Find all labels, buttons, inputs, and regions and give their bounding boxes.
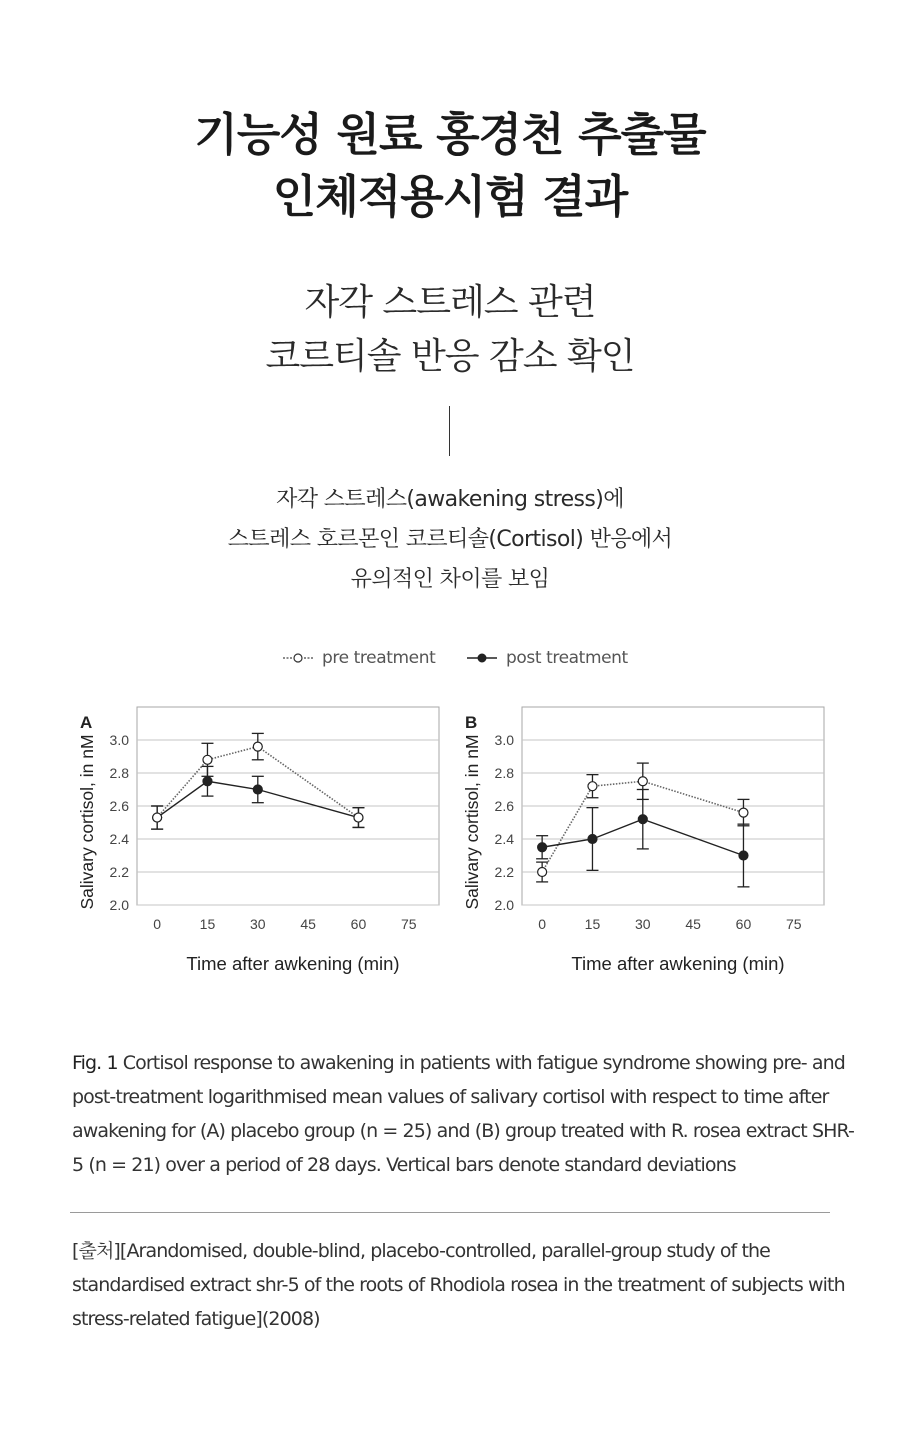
pre-treatment-point xyxy=(538,868,547,877)
y-tick-label: 2.2 xyxy=(494,864,514,880)
x-tick-label: 45 xyxy=(300,916,316,932)
x-tick-label: 0 xyxy=(153,916,162,932)
y-tick-label: 3.0 xyxy=(109,732,129,748)
title-line-1: 기능성 원료 홍경천 추출물 xyxy=(194,108,706,161)
open-circle-line-icon xyxy=(282,652,314,664)
filled-circle-line-icon xyxy=(466,652,498,664)
pre-treatment-point xyxy=(638,777,647,786)
figure-caption xyxy=(72,1046,862,1182)
x-tick-label: 15 xyxy=(584,916,601,932)
y-tick-label: 2.8 xyxy=(494,765,514,781)
post-treatment-point xyxy=(638,815,647,824)
pre-treatment-point xyxy=(153,813,162,822)
post-treatment-point xyxy=(203,777,212,786)
x-tick-label: 30 xyxy=(635,916,651,932)
y-tick-label: 2.4 xyxy=(109,831,129,847)
post-treatment-point xyxy=(739,851,748,860)
x-tick-label: 45 xyxy=(685,916,701,932)
y-tick-label: 2.0 xyxy=(494,897,514,913)
figure-label: Fig. 1 xyxy=(72,1052,118,1074)
legend-post-treatment xyxy=(466,648,628,668)
y-axis-label: Salivary cortisol, in nM xyxy=(77,734,97,910)
panel-label: B xyxy=(465,713,478,732)
chart-legend xyxy=(0,648,900,674)
legend-post-label: post treatment xyxy=(506,648,628,668)
y-tick-label: 2.2 xyxy=(109,864,129,880)
y-axis-label: Salivary cortisol, in nM xyxy=(462,734,482,910)
post-treatment-point xyxy=(253,785,262,794)
chart-panel-a xyxy=(60,700,455,990)
title-line-2: 인체적용시험 결과 xyxy=(272,170,628,223)
pre-treatment-point xyxy=(203,755,212,764)
description xyxy=(0,480,900,600)
x-tick-label: 75 xyxy=(786,916,802,932)
chart-panel-b xyxy=(445,700,840,990)
legend-pre-label: pre treatment xyxy=(322,648,436,668)
pre-treatment-point xyxy=(588,782,597,791)
x-tick-label: 60 xyxy=(350,916,367,932)
x-axis-label: Time after awkening (min) xyxy=(571,953,785,974)
y-tick-label: 2.0 xyxy=(109,897,129,913)
vertical-divider xyxy=(449,406,450,456)
caption-text: Cortisol response to awakening in patients with fatigue syndrome showing pre- and post-treatment logarithmised mean values of salivary cortisol with respect to time after awakening for (A) placebo group (n = 25) and (B) group treated with R. rosea extract SHR-5 (n = 21) over a period of 28 days. Vertical bars denote standard deviations xyxy=(72,1052,855,1176)
subheading-line-1: 자각 스트레스 관련 xyxy=(304,282,596,323)
legend-pre-treatment xyxy=(282,648,435,668)
description-line-1: 자각 스트레스(awakening stress)에 xyxy=(276,487,624,512)
y-tick-label: 2.6 xyxy=(109,798,129,814)
pre-treatment-point xyxy=(739,808,748,817)
x-tick-label: 15 xyxy=(199,916,216,932)
panel-label: A xyxy=(80,713,93,732)
y-tick-label: 2.6 xyxy=(494,798,514,814)
y-tick-label: 2.8 xyxy=(109,765,129,781)
section-divider xyxy=(70,1212,830,1213)
x-tick-label: 30 xyxy=(250,916,266,932)
source-citation: [출처][Arandomised, double-blind, placebo-controlled, parallel-group study of the standardised extract shr-5 of the roots of Rhodiola rosea in the treatment of subjects with stress-related fatigue](2008) xyxy=(72,1240,845,1330)
x-tick-label: 60 xyxy=(735,916,752,932)
x-tick-label: 75 xyxy=(401,916,417,932)
pre-treatment-point xyxy=(253,742,262,751)
page-title xyxy=(0,104,900,228)
subheading-line-2: 코르티솔 반응 감소 확인 xyxy=(265,336,635,377)
pre-treatment-point xyxy=(354,813,363,822)
subheading xyxy=(0,276,900,384)
description-line-2: 스트레스 호르몬인 코르티솔(Cortisol) 반응에서 xyxy=(227,527,673,552)
y-tick-label: 2.4 xyxy=(494,831,514,847)
post-treatment-point xyxy=(588,835,597,844)
x-axis-label: Time after awkening (min) xyxy=(186,953,400,974)
y-tick-label: 3.0 xyxy=(494,732,514,748)
post-treatment-point xyxy=(538,843,547,852)
x-tick-label: 0 xyxy=(538,916,547,932)
description-line-3: 유의적인 차이를 보임 xyxy=(350,567,550,592)
